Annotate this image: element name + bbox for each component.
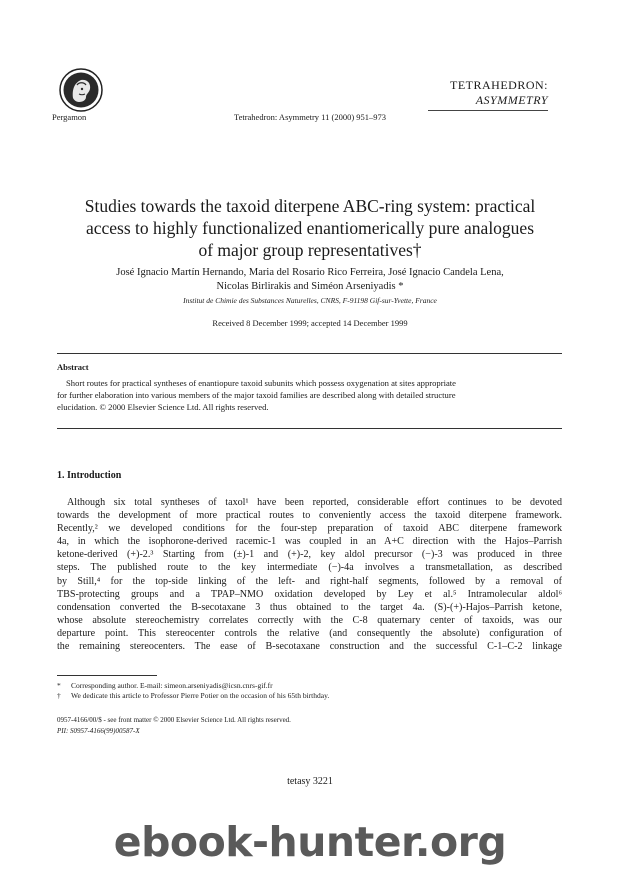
journal-name: TETRAHEDRON: [450,78,548,92]
footnote-rule [57,675,157,676]
author-line: Nicolas Birlirakis and Siméon Arseniyadis * [216,281,404,292]
footnote-text: Corresponding author. E-mail: simeon.arseniyadis@icsn.cnrs-gif.fr [71,681,273,690]
abstract-line: for further elaboration into various members of the major taxoid families are described along with detailed structure [57,389,456,400]
journal-masthead [418,78,548,108]
footnote-mark: * [57,681,61,690]
abstract-line: Short routes for practical syntheses of enantiopure taxoid subunits which possess oxygenation at sites appropriate [66,378,456,388]
copyright-line: 0957-4166/00/$ - see front matter © 2000 Elsevier Science Ltd. All rights reserved. [57,716,291,724]
title-line: of major group representatives† [198,240,422,260]
abstract-heading: Abstract [57,362,89,372]
watermark: ebook-hunter.org [113,818,507,866]
abstract-top-rule [57,353,562,354]
abstract-line: elucidation. © 2000 Elsevier Science Ltd. All rights reserved. [57,401,269,412]
body-text [57,496,562,653]
footnote-mark: † [57,691,61,700]
body-line: steps. The published route to the key intermediate (−)-4a involves a transmetallation, as described [57,562,562,574]
footnote-text: We dedicate this article to Professor Pierre Potier on the occasion of his 65th birthday. [71,691,330,700]
author-list [40,266,580,294]
body-line: the remaining stereocenters. The ease of B-secotaxane construction and the successful C-1–C-2 linkage [57,641,562,653]
journal-divider [428,110,548,111]
abstract-text [57,378,562,413]
journal-citation-text: Tetrahedron: Asymmetry 11 (2000) 951–973 [233,112,387,122]
journal-citation [0,112,620,122]
title-line: Studies towards the taxoid diterpene ABC-ring system: practical [84,196,536,216]
abstract-bottom-rule [57,428,562,429]
article-title [40,195,580,261]
body-line: Although six total syntheses of taxol¹ have been reported, considerable effort continues to be devoted [67,497,562,508]
footnote [57,681,562,690]
body-line: 4a, in which the isophorone-derived racemic-1 was coupled in an A+C direction with the Hajos–Parrish [57,536,562,548]
pii-line: PII: S0957-4166(99)00587-X [57,727,140,735]
received-dates: Received 8 December 1999; accepted 14 December 1999 [212,318,408,328]
body-line: departure point. This stereocenter controls the relative (and consequently the absolute) configuration of [57,627,562,639]
author-line: José Ignacio Martín Hernando, Maria del Rosario Rico Ferreira, José Ignacio Candela Lena, [116,267,504,278]
journal-subname: ASYMMETRY [475,93,548,107]
body-line: by Still,⁴ for the top-side linking of the left- and right-half segments, followed by a removal of [57,575,562,587]
title-line: access to highly functionalized enantiomerically pure analogues [85,218,535,238]
body-line: ketone-derived (+)-2.³ Starting from (±)-1 and (+)-2, key aldol precursor (−)-3 was produced in three [57,549,562,561]
section-heading: 1. Introduction [57,470,122,481]
affiliation: Institut de Chimie des Substances Naturelles, CNRS, F-91198 Gif-sur-Yvette, France [183,296,437,305]
footnote [57,691,562,700]
publisher-name: Pergamon [52,112,87,122]
publisher-logo-icon [59,68,103,112]
page-code: tetasy 3221 [287,776,333,787]
body-line: towards the development of more practical routes to conveniently access the taxoid diterpene framework. [57,510,562,522]
body-line: TBS-protecting groups and a TPAP–NMO oxidation developed by Ley et al.⁵ Intramolecular aldol⁶ [57,588,562,600]
body-line: whose absolute stereochemistry correlates correctly with the C-8 quaternary center of taxoids, was our [57,614,562,626]
body-line: Recently,² we developed conditions for the four-step preparation of taxoid ABC diterpene framework [57,523,562,535]
body-line: condensation converted the B-secotaxane 3 thus obtained to the target 4a. (S)-(+)-Hajos–Parrish ketone, [57,601,562,613]
